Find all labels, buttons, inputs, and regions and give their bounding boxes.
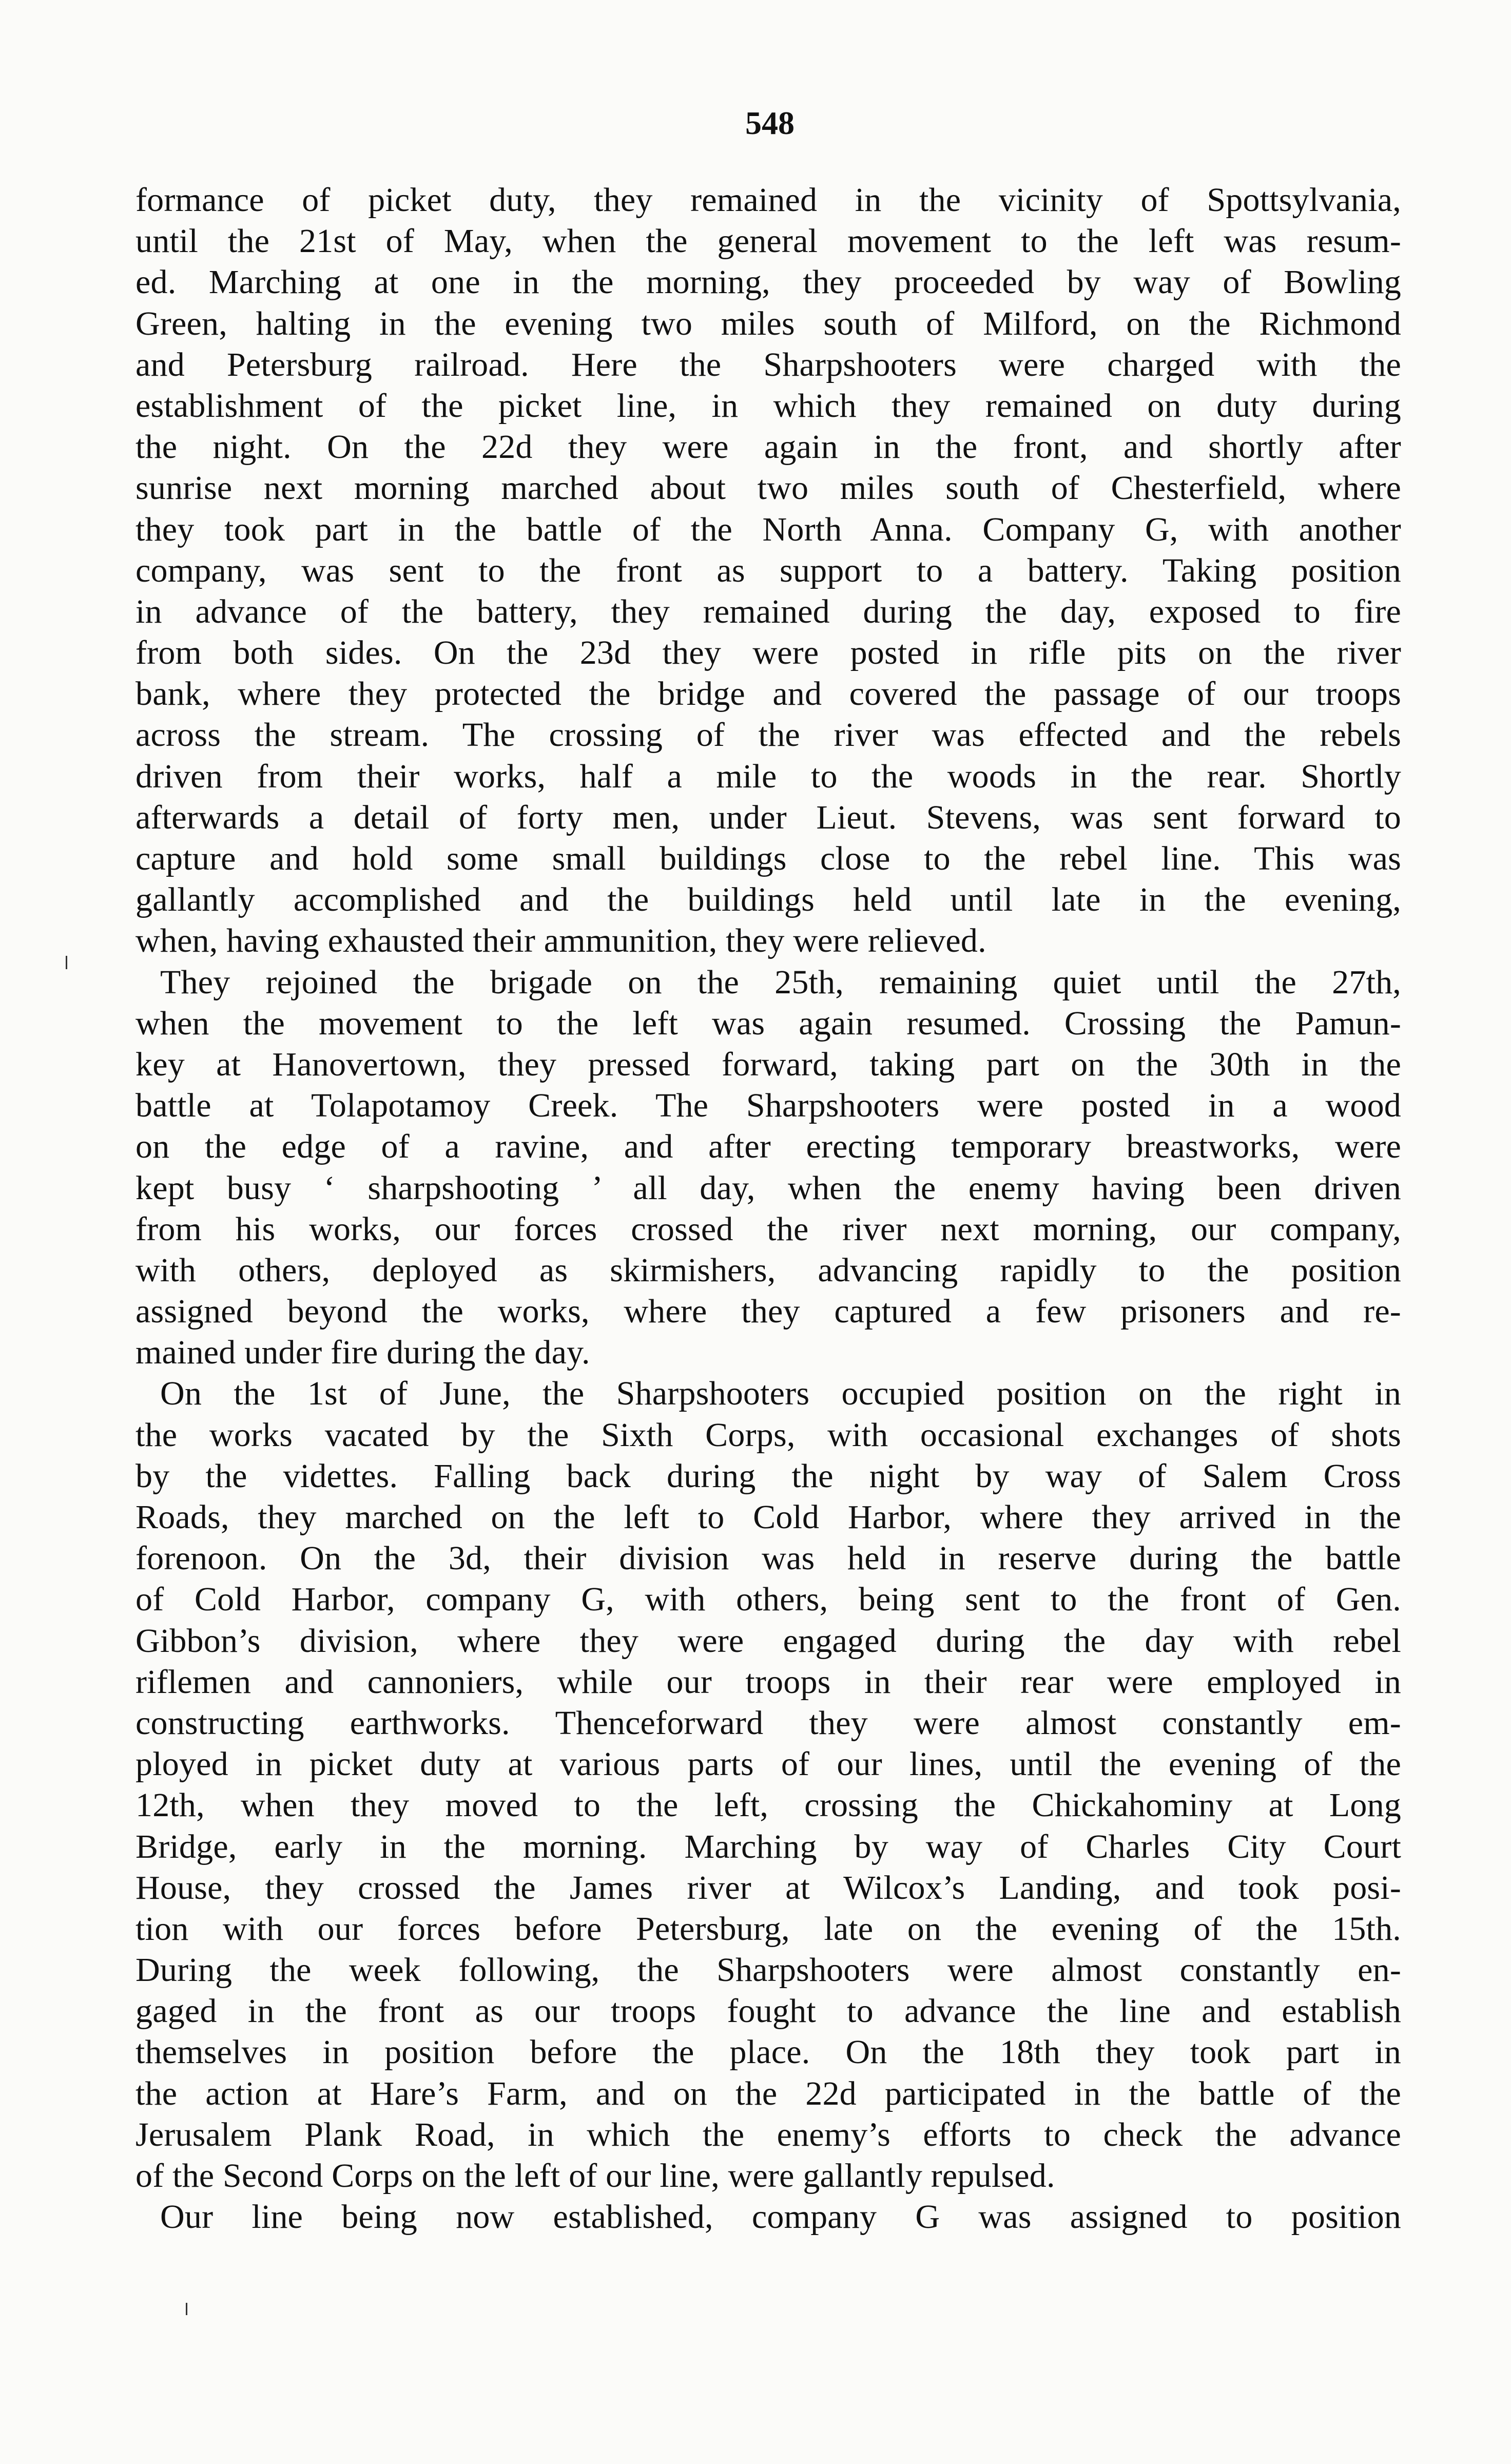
text-line: key at Hanovertown, they pressed forward, taking part on the 30th in the [135, 1045, 1401, 1083]
text-line: forenoon. On the 3d, their division was held in reserve during the battle [135, 1539, 1401, 1577]
paragraph-2 [135, 962, 1401, 1374]
page-number: 548 [745, 105, 795, 141]
text-line: driven from their works, half a mile to the woods in the rear. Shortly [135, 757, 1401, 795]
text-line: During the week following, the Sharpshooters were almost constantly en- [135, 1951, 1401, 1989]
body-text [135, 180, 1401, 2238]
text-line: bank, where they protected the bridge and covered the passage of our troops [135, 675, 1401, 713]
text-line: riflemen and cannoniers, while our troops in their rear were employed in [135, 1663, 1401, 1701]
text-line: the works vacated by the Sixth Corps, with occasional exchanges of shots [135, 1416, 1401, 1454]
text-line: the action at Hare’s Farm, and on the 22d participated in the battle of the [135, 2074, 1401, 2112]
text-line: formance of picket duty, they remained in the vicinity of Spottsylvania, [135, 181, 1401, 219]
text-line: Gibbon’s division, where they were engaged during the day with rebel [135, 1622, 1401, 1660]
text-line: tion with our forces before Petersburg, late on the evening of the 15th. [135, 1910, 1401, 1948]
text-line: capture and hold some small buildings close to the rebel line. This was [135, 840, 1401, 877]
text-line: ployed in picket duty at various parts of our lines, until the evening of the [135, 1745, 1401, 1783]
text-line: company, was sent to the front as support to a battery. Taking position [135, 551, 1401, 589]
text-line: House, they crossed the James river at Wilcox’s Landing, and took posi- [135, 1869, 1401, 1907]
text-line: themselves in position before the place. On the 18th they took part in [135, 2033, 1401, 2071]
text-line: 12th, when they moved to the left, crossing the Chickahominy at Long [135, 1786, 1401, 1824]
scan-speck [186, 2303, 187, 2315]
text-line: kept busy ‘ sharpshooting ’ all day, when the enemy having been driven [135, 1169, 1401, 1207]
text-line: On the 1st of June, the Sharpshooters occupied position on the right in [160, 1375, 1401, 1413]
text-line: sunrise next morning marched about two miles south of Chesterfield, where [135, 469, 1401, 507]
text-line: Green, halting in the evening two miles south of Milford, on the Richmond [135, 304, 1401, 342]
text-line: Bridge, early in the morning. Marching by way of Charles City Court [135, 1827, 1401, 1865]
text-line: and Petersburg railroad. Here the Sharpshooters were charged with the [135, 345, 1401, 383]
text-line: of Cold Harbor, company G, with others, being sent to the front of Gen. [135, 1581, 1401, 1619]
text-line: assigned beyond the works, where they captured a few prisoners and re- [135, 1293, 1401, 1331]
text-line: ed. Marching at one in the morning, they proceeded by way of Bowling [135, 263, 1401, 301]
text-line: with others, deployed as skirmishers, advancing rapidly to the position [135, 1251, 1401, 1289]
text-line: by the videttes. Falling back during the night by way of Salem Cross [135, 1457, 1401, 1495]
text-line: Jerusalem Plank Road, in which the enemy’s efforts to check the advance [135, 2115, 1401, 2153]
paragraph-4 [135, 2197, 1401, 2238]
scan-speck [66, 956, 67, 969]
text-line: Roads, they marched on the left to Cold Harbor, where they arrived in the [135, 1498, 1401, 1536]
text-line: Our line being now established, company G was assigned to position [160, 2198, 1401, 2236]
text-line: the night. On the 22d they were again in the front, and shortly after [135, 428, 1401, 466]
text-line: when, having exhausted their ammunition, they were relieved. [135, 922, 986, 960]
text-line: They rejoined the brigade on the 25th, remaining quiet until the 27th, [160, 963, 1401, 1001]
text-line: of the Second Corps on the left of our line, were gallantly repulsed. [135, 2157, 1055, 2194]
text-line: when the movement to the left was again resumed. Crossing the Pamun- [135, 1004, 1401, 1042]
text-line: they took part in the battle of the North Anna. Company G, with another [135, 510, 1401, 548]
text-line: afterwards a detail of forty men, under Lieut. Stevens, was sent forward to [135, 798, 1401, 836]
text-line: in advance of the battery, they remained during the day, exposed to fire [135, 592, 1401, 630]
text-line: establishment of the picket line, in which they remained on duty during [135, 387, 1401, 425]
text-line: from his works, our forces crossed the river next morning, our company, [135, 1210, 1401, 1248]
text-line: mained under fire during the day. [135, 1334, 590, 1372]
text-line: gaged in the front as our troops fought to advance the line and establish [135, 1992, 1401, 2030]
text-line: from both sides. On the 23d they were posted in rifle pits on the river [135, 634, 1401, 672]
text-line: constructing earthworks. Thenceforward they were almost constantly em- [135, 1704, 1401, 1742]
text-line: on the edge of a ravine, and after erecting temporary breastworks, were [135, 1128, 1401, 1166]
text-line: across the stream. The crossing of the river was effected and the rebels [135, 716, 1401, 754]
text-line: battle at Tolapotamoy Creek. The Sharpshooters were posted in a wood [135, 1087, 1401, 1125]
paragraph-3 [135, 1373, 1401, 2197]
text-line: until the 21st of May, when the general movement to the left was resum- [135, 222, 1401, 260]
text-line: gallantly accomplished and the buildings held until late in the evening, [135, 881, 1401, 919]
paragraph-1 [135, 180, 1401, 962]
